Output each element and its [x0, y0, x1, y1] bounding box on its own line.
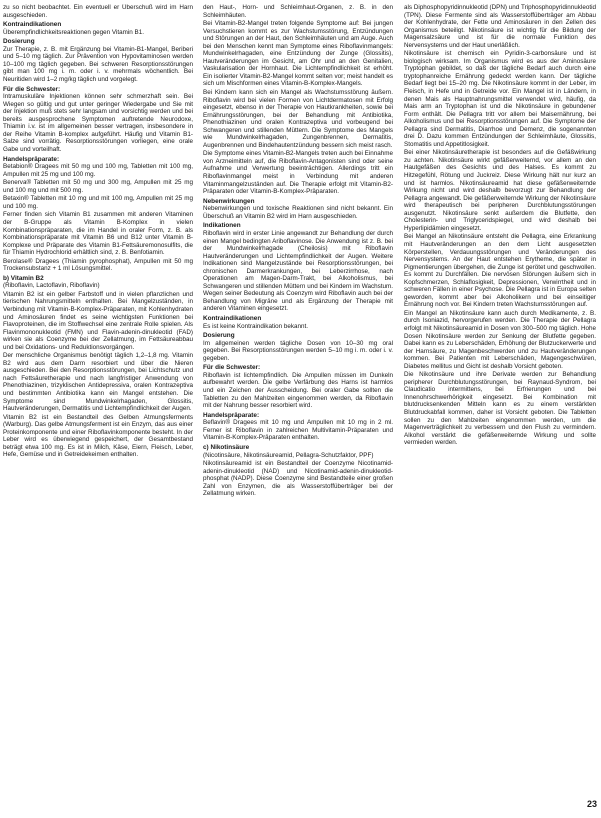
paragraph: Die Symptome eines Vitamin-B2-Mangels treten auch bei Einnahme von Arzneimitteln auf, die Riboflavin-Antagonisten sind oder seine Aufnahme und Verwertung beeinträchtigen. Allerdings tritt ein Riboflavinmangel meist in Verbindung mit anderen Vitaminmangelzuständen auf. Die Therapie erfolgt mit Vitamin-B2-Präparaten oder Vitamin-B-Komplex-Präparaten. [203, 150, 393, 196]
paragraph: Beflavin® Dragees mit 10 mg und Ampullen mit 10 mg in 2 ml. Ferner ist Riboflavin in zahlreichen Multivitamin-Präparaten und Vitamin-B-Komplex-Präparaten enthalten. [203, 419, 393, 442]
paragraph: Nebenwirkungen und toxische Reaktionen sind nicht bekannt. Ein Überschuß an Vitamin B2 wird im Harn ausgeschieden. [203, 205, 393, 220]
paragraph: als Diphosphopyridinnukleotid (DPN) und Triphosphopyridinnukleotid (TPN). Diese Fermente sind als Wasserstoffüberträger am Abbau der Kohlenhydrate, der Fette und Aminosäuren in den Zellen des Organismus beteiligt. Nikotinsäure ist wichtig für die Bildung der Magensalzsäure und ist für die normale Funktion des Nervensystems und der Haut unerläßlich. [404, 4, 596, 49]
paragraph: Vitamin B2 ist ein gelber Farbstoff und in vielen pflanzlichen und tierischen Nahrungsmitteln enthalten. Bei Mangelzuständen, in Verbindung mit Vitamin-B-Komplex-Präparaten, mit Kohlenhydraten und Aminosäuren findet es seine wichtigsten Funktionen bei Flavoproteinen, die im Stoffwechsel eine zentrale Rolle spielen. Als Flavinmononukleotid (FMN) und Flavin-adenin-dinukleotid (FAD) wirken sie als Coenzyme bei der Zellatmung, im Fettsäureabbau und bei Oxidations- und Reduktionsvorgängen. [3, 290, 193, 351]
paragraph: Nikotinsäureamid ist ein Bestandteil der Coenzyme Nicotinamid-adenin-dinukleotid (NAD) und Nicotinamid-adenin-dinukleotid-phosphat (NADP). Diese Coenzyme sind Bestandteile einer großen Zahl von Enzymen, die als Wasserstoffüberträger bei der Zellatmung wirken. [203, 460, 393, 498]
subsection-heading: b) Vitamin B2 [3, 274, 44, 282]
paragraph: Intramuskuläre Injektionen können sehr schmerzhaft sein. Bei Wiegen so gültig und gut unter geringer Wiedergabe und Sie mit der Injektion muß stets sehr langsam und vorsichtig werden und bei bereits ausgesprochene Symptomen auftretende Neurodoxe, Thiamin i.v. ist im allgemeinen besser vertragen, insbesondere in der Reihe Vitamin B-komplex aufgeführt. Häufig und Vitamin B1-Salze sind vorrätig. Resorptionsstörungen vorliegen, eine orale Gabe und vorteilhaft. [3, 93, 193, 153]
section-heading: Dosierung [3, 38, 35, 46]
paragraph: Bei Mangel an Nikotinsäure entsteht die Pellagra, eine Erkrankung mit Hautveränderungen an den dem Licht ausgesetzten Körperstellen, Verdauungsstörungen und Veränderungen des Nervensystems. An der Haut entstehen Erytheme, die später in Pigmentierungen übergehen, die Zunge ist gerötet und geschwollen. Es kommt zu Durchfällen. Die nervösen Störungen äußern sich in Kopfschmerzen, Schlaflosigkeit, Depressionen, Verwirrtheit und in schweren Fällen in einer Psychose. Die Pellagra ist in Europa selten geworden, kommt aber bei Alkoholikern und bei einseitiger Ernährung noch vor. Bei Kindern treten Wachstumsstörungen auf. [404, 233, 596, 309]
section-heading: Dosierung [203, 332, 235, 340]
text-column-left [3, 4, 193, 804]
paragraph: den Haut-, Horn- und Schleimhaut-Organen, z. B. in den Schleimhäuten. [203, 4, 393, 19]
paragraph: zu so nicht beobachtet. Ein eventuell er Überschuß wird im Harn ausgeschieden. [3, 4, 193, 19]
section-heading: Kontraindikationen [203, 314, 262, 322]
section-heading: Nebenwirkungen [203, 197, 255, 205]
paragraph: Es ist keine Kontraindikation bekannt. [203, 322, 309, 330]
paragraph: (Riboflavin, Lactoflavin, Riboflavin) [3, 282, 100, 290]
section-heading: Kontraindikationen [3, 21, 62, 29]
text-column-middle [203, 4, 393, 804]
section-heading: Handelspräparate: [3, 155, 60, 163]
paragraph: Riboflavin wird in erster Linie angewandt zur Behandlung der durch einen Mangel bedingten Ariboflavinose. Die Anwendung ist z. B. bei der Mundwinkelrhagade (Cheilosis) mit Riboflavin Hautveränderungen und Lichtempfindlichkeit der Augen. Weitere Indikationen sind Mangelzustände bei Resorptionsstörungen, bei chronischen Darmerkrankungen, bei Leberzirrhose, nach Operationen am Magen-Darm-Trakt, bei Alkoholismus, bei Schwangeren und stillenden Müttern und bei Kindern im Wachstum. Wegen seiner Bedeutung als Coenzym wird Riboflavin auch bei der Behandlung von Migräne und als Ergänzung der Therapie mit anderen Vitaminen eingesetzt. [203, 229, 393, 313]
paragraph: Bei Vitamin-B2-Mangel treten folgende Symptome auf: Bei jungen Versuchstieren kommt es zur Wachstumsstörung, Entzündungen und Störungen an der Haut, den Schleimhäuten und am Auge. Auch bei den Menschen kennt man Symptome eines Riboflavinmangels: Mundwinkelrhagaden, eine Entzündung der Zunge (Glossitis), Hautveränderungen im Gesicht, am Ohr und an den Genitalien, Vaskularisation der Hornhaut. Die Lichtempfindlichkeit ist erhöht. Ein isolierter Vitamin-B2-Mangel kommt selten vor; meist handelt es sich um Mischformen eines Vitamin-B-Komplex-Mangels. [203, 20, 393, 88]
paragraph: Vitamin B2 ist ein Bestandteil des Gelben Atmungsferments (Warburg). Das gelbe Atmungsferment ist ein Enzym, das aus einer Proteinkomponente und einer Riboflavinkomponente besteht. In der Leber wird es überwiegend gespeichert, der Gesamtbestand beträgt etwa 100 mg. Es ist in Milch, Käse, Eiern, Fleisch, Leber, Hefe, Gemüse und in Getreidekeimen enthalten. [3, 413, 193, 459]
paragraph: (Nicotinsäure, Nikotinsäureamid, Pellagra-Schutzfaktor, PPF) [203, 451, 374, 459]
paragraph: Die Nikotinsäure und ihre Derivate werden zur Behandlung peripherer Durchblutungsstörungen, bei Raynaud-Syndrom, bei Claudicatio intermittens, bei Erfrierungen und bei Innenohrschwerhörigkeit eingesetzt. Bei Kombination mit blutdrucksenkenden Mitteln kann es zu einem verstärkten Blutdruckabfall kommen, daher ist Vorsicht geboten. Die Tabletten sollen zu den Mahlzeiten eingenommen werden, um die Magenverträglichkeit zu verbessern und den Flush zu vermindern. Alkohol verstärkt die gefäßerweiternde Wirkung und sollte vermieden werden. [404, 371, 596, 447]
section-heading: Für die Schwester: [203, 364, 261, 372]
text-column-right [404, 4, 596, 804]
paragraph: Betaxin® Tabletten mit 10 mg und mit 100 mg, Ampullen mit 25 mg und 100 mg. [3, 195, 193, 210]
paragraph: Ein Mangel an Nikotinsäure kann auch durch Medikamente, z. B. durch Isoniazid, hervorgerufen werden. Die Therapie der Pellagra erfolgt mit Nikotinsäureamid in Dosen von 300–500 mg täglich. Hohe Dosen Nikotinsäure werden zur Senkung der Blutfette gegeben. Dabei kann es zu Leberschäden, Erhöhung der Blutzuckerwerte und der Harnsäure, zu Magenbeschwerden und zu Hautveränderungen kommen. Bei Patienten mit Leberschäden, Magengeschwüren, Diabetes mellitus und Gicht ist deshalb Vorsicht geboten. [404, 309, 596, 370]
paragraph: Überempfindlichkeitsreaktionen gegen Vitamin B1. [3, 28, 144, 36]
paragraph: Zur Therapie, z. B. mit Ergänzung bei Vitamin-B1-Mangel, Beriberi und 5–10 mg täglich. Zur Prävention von Hypovitaminosen werden 10–100 mg täglich gegeben. Bei schweren Resorptionsstörungen gibt man 100 mg i. m. oder i. v. mehrmals wöchentlich. Bei Neuritiden wird 1–2 mg/kg täglich und vorgelegt. [3, 45, 193, 84]
paragraph: Berolase® Dragees (Thiamin pyrophosphat), Ampullen mit 50 mg Trockensubstanz + 1 ml Lösungsmittel. [3, 257, 193, 273]
paragraph: Bei einer Nikotinsäuretherapie ist besonders auf die Gefäßwirkung zu achten. Nikotinsäure wirkt gefäßerweiternd, vor allem an den Hautgefäßen des Gesichts und des Halses. Es kommt zu Hitzegefühl, Rötung und Juckreiz. Diese Wirkung hält nur kurz an und ist harmlos. Nikotinsäureamid hat diese gefäßerweiternde Wirkung nicht und wird deshalb bevorzugt zur Behandlung der Pellagra angewandt. Die gefäßerweiternde Wirkung der Nikotinsäure wird therapeutisch bei peripheren Durchblutungsstörungen ausgenutzt. Nikotinsäure senkt außerdem die Blutfette, den Cholesterin- und Triglyceridspiegel, und wird deshalb bei Hyperlipidämien eingesetzt. [404, 149, 596, 232]
section-heading: Für die Schwester: [3, 85, 61, 93]
paragraph: Betabion® Dragees mit 50 mg und 100 mg, Tabletten mit 100 mg, Ampullen mit 25 mg und 100 mg. [3, 163, 193, 178]
page-number: 23 [586, 799, 597, 809]
paragraph: Ferner finden sich Vitamin B1 zusammen mit anderen Vitaminen der B-Gruppe als Vitamin B-Komplex in vielen Kombinationspräparaten, die im Handel in oraler Form, z. B. als Kombinationspräparate mit Vitamin B6 und B12 unter Vitamin B-Komplexe und Präparate des Vitamin B1-Fettsäuremonosulfits, die für Thiamin Hydrochlorid erhältlich sind, z. B. Benfotiamin. [3, 211, 193, 257]
paragraph: Riboflavin ist lichtempfindlich. Die Ampullen müssen im Dunkeln aufbewahrt werden. Die gelbe Verfärbung des Harns ist harmlos und ein Zeichen der Ausscheidung. Bei oraler Gabe sollten die Tabletten zu den Mahlzeiten eingenommen werden, da Riboflavin mit der Nahrung besser resorbiert wird. [203, 371, 393, 410]
section-heading: Handelspräparate: [203, 411, 260, 419]
subsection-heading: c) Nikotinsäure [203, 443, 250, 451]
paragraph: Bei Kindern kann sich ein Mangel als Wachstumsstörung äußern. Riboflavin wird bei vielen Formen von Lichtdermatosen mit Erfolg eingesetzt, ebenso in der Therapie von Hautkrankheiten, sowie bei Ernährungsstörungen, bei der Behandlung mit Antibiotika, Phenothiazinen und oralen Kontrazeptiva und vorbeugend bei Schwangeren und stillenden Müttern. Die Symptome des Mangels wie Mundwinkelrhagaden, Zungenbrennen, Dermatitis, Augenbrennen und Bindehautentzündung bessern sich meist rasch. [203, 89, 393, 149]
paragraph: Im allgemeinen werden tägliche Dosen von 10–30 mg oral gegeben. Bei Resorptionsstörungen werden 5–10 mg i. m. oder i. v. gegeben. [203, 339, 393, 362]
paragraph: Der menschliche Organismus benötigt täglich 1,2–1,8 mg. Vitamin B2 wird aus dem Darm resorbiert und über die Nieren ausgeschieden. Bei den Resorptionsstörungen, bei Lichtschutz und nach Fettsäuretherapie und nach langfristiger Anwendung von Phenothiazinen, trizyklischen Antidepressiva, oralen Kontrazeptiva und bestimmten Antibiotika kann ein Mangel entstehen. Die Symptome sind Mundwinkelrhagaden, Glossitis, Hautveränderungen, Dermatitis und Lichtempfindlichkeit der Augen. [3, 352, 193, 413]
paragraph: Nikotinsäure ist chemisch ein Pyridin-3-carbonsäure und ist biologisch wirksam. Im Organismus wird es aus der Aminosäure Tryptophan gebildet, so daß der tägliche Bedarf auch durch eine tryptophanreiche Ernährung gedeckt werden kann. Der tägliche Bedarf liegt bei 15–20 mg. Die Nikotinsäure kommt in der Leber, im Fleisch, in Hefe und in Getreide vor. Ein Mangel ist in Ländern, in denen Mais als Hauptnahrungsmittel verwendet wird, häufig, da Mais arm an Tryptophan ist und die Nikotinsäure in gebundener Form enthält. Die Pellagra tritt vor allem bei Maisernährung, bei Alkoholismus und bei Resorptionsstörungen auf. Die Symptome der Pellagra sind Dermatitis, Diarrhoe und Demenz, die sogenannten drei D. Dazu kommen Entzündungen der Schleimhäute, Glossitis, Stomatitis und Appetitlosigkeit. [404, 50, 596, 148]
paragraph: Benerva® Tabletten mit 50 mg und 300 mg, Ampullen mit 25 mg und 100 mg und mit 500 mg. [3, 179, 193, 194]
section-heading: Indikationen [203, 222, 241, 230]
